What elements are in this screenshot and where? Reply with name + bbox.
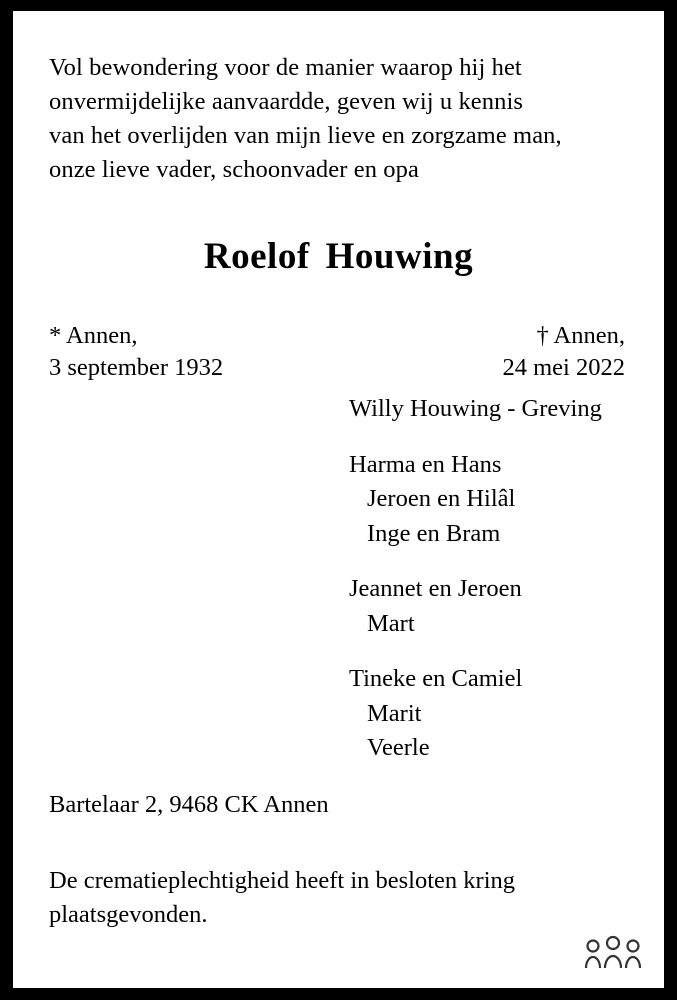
birth-place-line [49, 320, 223, 352]
family-child: Marit [367, 699, 422, 727]
family-group [49, 572, 628, 641]
family-child: Inge en Bram [367, 519, 501, 547]
family-lead: Jeannet en Jeroen [349, 575, 522, 602]
closing-line: plaatsgevonden. [49, 900, 208, 928]
closing-text [49, 864, 628, 932]
family-child: Veerle [367, 734, 430, 761]
closing-line: De crematieplechtigheid heeft in besloten kring [49, 866, 516, 894]
family-group [49, 392, 628, 427]
family-child: Mart [367, 609, 415, 637]
intro-line: onze lieve vader, schoonvader en opa [49, 156, 419, 183]
birth-place: Annen, [66, 322, 138, 349]
family-lead: Harma en Hans [349, 450, 502, 478]
address-line: Bartelaar 2, 9468 CK Annen [49, 790, 329, 818]
family-group [49, 448, 628, 552]
death-place: Annen, [553, 322, 625, 349]
cross-icon: † [536, 322, 549, 349]
family-logo-icon [584, 934, 642, 974]
family-list [49, 392, 628, 766]
death-date: 24 mei 2022 [502, 354, 625, 381]
obituary-inner [13, 11, 664, 988]
family-group [49, 662, 628, 766]
deceased-given-name: Roelof [203, 236, 310, 277]
deceased-name [49, 235, 628, 278]
intro-line: van het overlijden van mijn lieve en zorgzame man, [49, 122, 562, 149]
life-dates [49, 320, 628, 386]
intro-line: Vol bewondering voor de manier waarop hij het [49, 54, 522, 81]
birth-info [49, 320, 223, 384]
family-lead: Willy Houwing - Greving [349, 395, 602, 422]
death-place-line [503, 320, 626, 352]
family-lead: Tineke en Camiel [349, 665, 523, 692]
intro-text [49, 51, 628, 187]
death-info [503, 320, 626, 384]
deceased-surname: Houwing [325, 236, 474, 277]
intro-line: onvermijdelijke aanvaardde, geven wij u kennis [49, 88, 524, 115]
birth-date: 3 september 1932 [49, 354, 224, 381]
family-child: Jeroen en Hilâl [367, 485, 516, 512]
birth-symbol: * [49, 322, 62, 349]
